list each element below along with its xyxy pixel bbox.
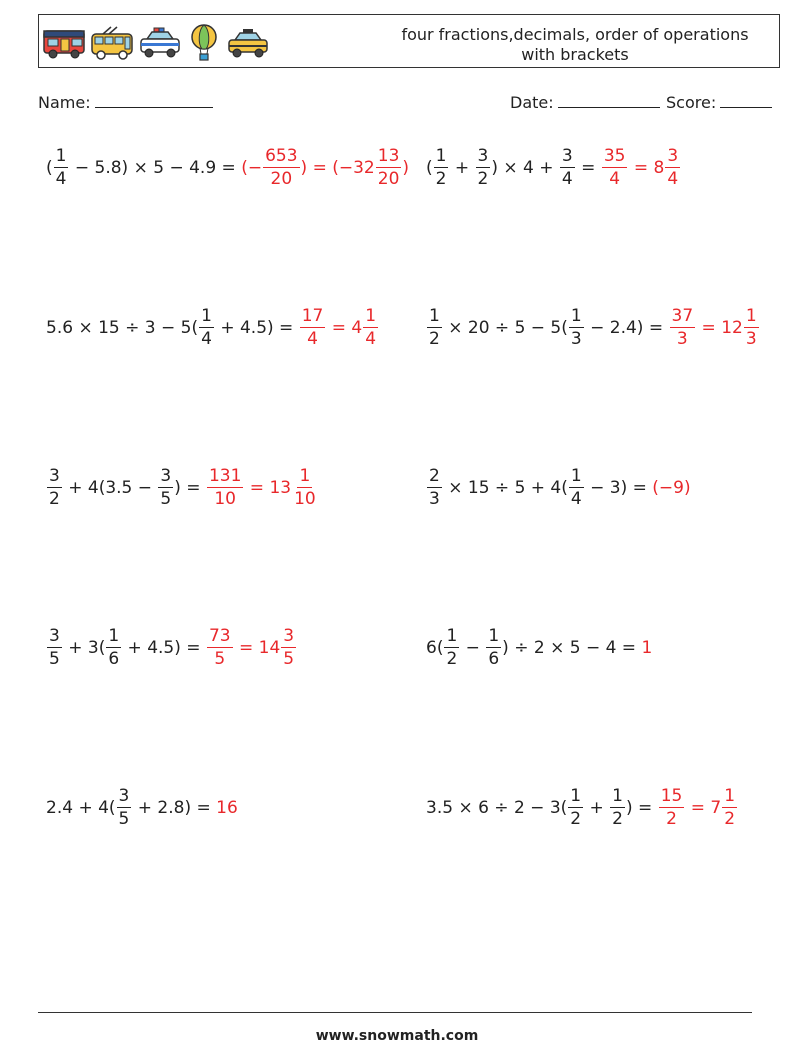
worksheet-header xyxy=(38,14,780,68)
numerator: 1 xyxy=(435,146,447,166)
numerator: 1 xyxy=(201,306,212,326)
date-blank[interactable] xyxy=(558,92,660,108)
denominator: 2 xyxy=(477,169,489,189)
fraction xyxy=(568,788,583,828)
denominator: 4 xyxy=(307,329,318,349)
fraction xyxy=(560,148,575,188)
numerator: 1 xyxy=(612,786,623,806)
denominator: 2 xyxy=(666,809,677,829)
numerator: 1 xyxy=(570,306,582,326)
question xyxy=(426,628,641,668)
expr-text: ( xyxy=(46,158,53,178)
numerator: 73 xyxy=(208,626,231,646)
denominator: 2 xyxy=(435,169,447,189)
denominator: 4 xyxy=(55,169,67,189)
score-label: Score: xyxy=(666,93,717,112)
numerator: 3 xyxy=(160,466,172,486)
denominator: 5 xyxy=(214,649,226,669)
question xyxy=(46,308,299,348)
fraction xyxy=(158,468,173,508)
denominator: 4 xyxy=(609,169,621,189)
expr-text: = 4 xyxy=(326,318,363,338)
expr-text: 5.6 × 15 ÷ 3 − 5( xyxy=(46,318,199,338)
problem-5 xyxy=(46,468,319,508)
denominator: 6 xyxy=(488,649,500,669)
fraction xyxy=(444,628,459,668)
numerator: 3 xyxy=(561,146,573,166)
answer xyxy=(299,308,379,348)
problem-3 xyxy=(46,308,379,348)
fraction xyxy=(281,628,296,668)
numerator: 131 xyxy=(208,466,242,486)
expr-text: = 12 xyxy=(696,318,743,338)
denominator: 2 xyxy=(612,809,623,829)
expr-text: + 4.5) = xyxy=(122,638,206,658)
question xyxy=(426,148,601,188)
problem-10 xyxy=(426,788,738,828)
name-blank[interactable] xyxy=(95,92,213,108)
fraction xyxy=(54,148,69,188)
denominator: 3 xyxy=(429,489,440,509)
question xyxy=(46,628,206,668)
header-icons xyxy=(43,23,269,63)
expr-text: + xyxy=(449,158,475,178)
numerator: 3 xyxy=(283,626,295,646)
taxi-icon xyxy=(227,27,269,59)
question xyxy=(46,148,241,188)
numerator: 15 xyxy=(660,786,683,806)
expr-text: ) × 4 + xyxy=(491,158,559,178)
numerator: 1 xyxy=(570,466,582,486)
expr-text: (−9) xyxy=(652,478,691,498)
expr-text: + 2.8) = xyxy=(132,798,217,818)
expr-text: ) xyxy=(402,158,410,178)
denominator: 4 xyxy=(570,489,582,509)
expr-text: × 20 ÷ 5 − 5( xyxy=(442,318,568,338)
denominator: 5 xyxy=(49,649,60,669)
denominator: 4 xyxy=(201,329,212,349)
numerator: 1 xyxy=(299,466,311,486)
name-field xyxy=(38,92,213,112)
expr-text: − 5.8) × 5 − 4.9 = xyxy=(69,158,242,178)
denominator: 3 xyxy=(745,329,757,349)
expr-text: − 2.4) = xyxy=(584,318,669,338)
fraction xyxy=(434,148,449,188)
expr-text: (− xyxy=(241,158,263,178)
denominator: 2 xyxy=(49,489,60,509)
hot-air-balloon-icon xyxy=(187,24,221,62)
denominator: 2 xyxy=(724,809,736,829)
fraction xyxy=(207,628,233,668)
expr-text: = xyxy=(575,158,601,178)
expr-text: ) = (−32 xyxy=(300,158,375,178)
expr-text: ) = xyxy=(626,798,658,818)
date-label: Date: xyxy=(510,93,554,112)
denominator: 4 xyxy=(667,169,679,189)
fraction xyxy=(263,148,299,188)
expr-text: ( xyxy=(426,158,433,178)
numerator: 653 xyxy=(265,146,298,166)
fraction xyxy=(427,308,442,348)
fraction xyxy=(47,628,62,668)
fraction xyxy=(476,148,491,188)
problem-8 xyxy=(426,628,652,668)
question xyxy=(426,308,669,348)
fraction xyxy=(427,468,442,508)
question xyxy=(426,468,652,508)
fraction xyxy=(569,308,584,348)
expr-text: ) ÷ 2 × 5 − 4 = xyxy=(502,638,642,658)
numerator: 1 xyxy=(446,626,458,646)
expr-text: − 3) = xyxy=(584,478,653,498)
numerator: 1 xyxy=(745,306,757,326)
denominator: 20 xyxy=(270,169,293,189)
numerator: 13 xyxy=(377,146,400,166)
score-blank[interactable] xyxy=(720,92,772,108)
denominator: 4 xyxy=(365,329,377,349)
problem-6 xyxy=(426,468,691,508)
fraction xyxy=(486,628,501,668)
fraction xyxy=(207,468,243,508)
trolleybus-icon xyxy=(91,26,133,60)
answer xyxy=(658,788,738,828)
numerator: 2 xyxy=(429,466,440,486)
numerator: 1 xyxy=(365,306,377,326)
denominator: 20 xyxy=(377,169,400,189)
expr-text: + xyxy=(584,798,610,818)
fraction xyxy=(199,308,214,348)
denominator: 10 xyxy=(294,489,316,509)
denominator: 2 xyxy=(429,329,440,349)
numerator: 1 xyxy=(55,146,67,166)
fraction xyxy=(117,788,132,828)
expr-text: 3.5 × 6 ÷ 2 − 3( xyxy=(426,798,568,818)
name-label: Name: xyxy=(38,93,91,112)
question xyxy=(426,788,658,828)
score-field xyxy=(666,92,772,112)
expr-text: = 13 xyxy=(244,478,292,498)
problem-9 xyxy=(46,788,238,828)
denominator: 3 xyxy=(676,329,688,349)
expr-text: + 4.5) = xyxy=(214,318,299,338)
answer xyxy=(206,468,319,508)
numerator: 1 xyxy=(488,626,500,646)
footer-divider xyxy=(38,1012,752,1013)
fraction xyxy=(569,468,584,508)
fraction xyxy=(670,308,696,348)
problem-2 xyxy=(426,148,681,188)
fraction xyxy=(602,148,628,188)
expr-text: + 4(3.5 − xyxy=(62,478,158,498)
expr-text: = 14 xyxy=(233,638,281,658)
numerator: 17 xyxy=(301,306,324,326)
numerator: 3 xyxy=(477,146,489,166)
denominator: 5 xyxy=(160,489,172,509)
fraction xyxy=(363,308,378,348)
worksheet-title: four fractions,decimals, order of operations with brackets xyxy=(401,25,749,64)
denominator: 6 xyxy=(108,649,120,669)
numerator: 1 xyxy=(724,786,736,806)
expr-text: 2.4 + 4( xyxy=(46,798,116,818)
numerator: 1 xyxy=(429,306,440,326)
denominator: 2 xyxy=(570,809,582,829)
expr-text: − xyxy=(460,638,486,658)
footer-site: www.snowmath.com xyxy=(315,1028,479,1044)
answer xyxy=(652,478,690,498)
expr-text: × 15 ÷ 5 + 4( xyxy=(442,478,568,498)
expr-text: + 3( xyxy=(62,638,106,658)
expr-text: 6( xyxy=(426,638,444,658)
problem-7 xyxy=(46,628,297,668)
fraction xyxy=(292,468,318,508)
expr-text: = 8 xyxy=(628,158,665,178)
fraction xyxy=(665,148,680,188)
denominator: 3 xyxy=(570,329,582,349)
expr-text: ) = xyxy=(174,478,206,498)
denominator: 5 xyxy=(283,649,295,669)
answer xyxy=(669,308,760,348)
expr-text: = 7 xyxy=(685,798,722,818)
police-car-icon xyxy=(139,27,181,59)
numerator: 3 xyxy=(49,626,60,646)
denominator: 5 xyxy=(118,809,130,829)
denominator: 10 xyxy=(214,489,236,509)
question xyxy=(46,788,216,828)
fraction xyxy=(744,308,759,348)
question xyxy=(46,468,206,508)
answer xyxy=(206,628,297,668)
numerator: 1 xyxy=(570,786,582,806)
numerator: 3 xyxy=(49,466,60,486)
denominator: 2 xyxy=(446,649,458,669)
numerator: 3 xyxy=(667,146,679,166)
numerator: 3 xyxy=(118,786,130,806)
numerator: 1 xyxy=(108,626,120,646)
fraction xyxy=(722,788,737,828)
problem-1 xyxy=(46,148,409,188)
expr-text: 16 xyxy=(216,798,238,818)
answer xyxy=(241,148,409,188)
date-field xyxy=(510,92,660,112)
fraction xyxy=(300,308,326,348)
fraction xyxy=(106,628,121,668)
expr-text: 1 xyxy=(641,638,653,658)
denominator: 4 xyxy=(561,169,573,189)
fraction xyxy=(47,468,62,508)
numerator: 35 xyxy=(603,146,626,166)
answer xyxy=(601,148,681,188)
fraction xyxy=(376,148,402,188)
answer xyxy=(216,798,238,818)
answer xyxy=(641,638,652,658)
fraction xyxy=(659,788,685,828)
fraction xyxy=(610,788,625,828)
numerator: 37 xyxy=(671,306,694,326)
rv-icon xyxy=(43,27,85,59)
problem-4 xyxy=(426,308,760,348)
